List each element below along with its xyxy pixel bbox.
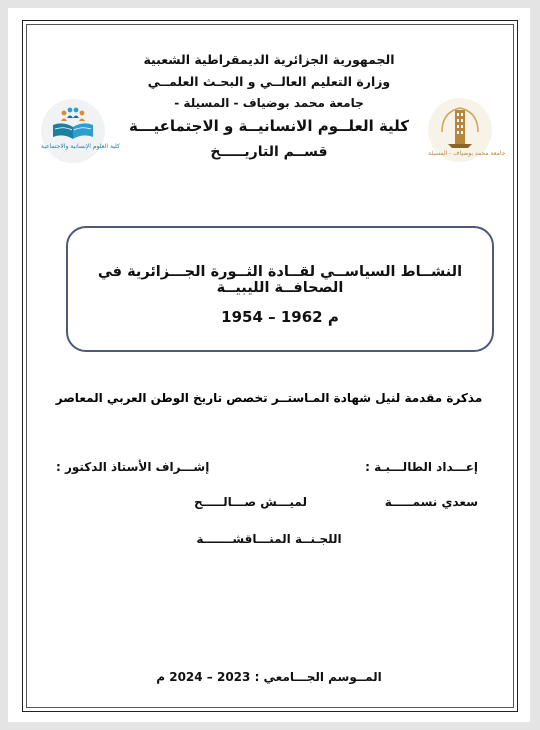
ministry-line: وزارة التعليم العالــي و البحـث العلمــي: [147, 74, 391, 89]
committee-label: اللجـنــة المنـــاقشـــــــة: [196, 532, 342, 546]
thesis-title: النشــاط السياســي لقــادة الثــورة الجـــزائرية في الصحافــة الليبيــة: [97, 264, 463, 296]
open-book-icon: [41, 99, 120, 163]
academic-year: المــوسم الجـــامعي : 2023 – 2024 م: [156, 670, 382, 684]
university-line: جامعة محمد بوضياف - المسيلة -: [174, 96, 364, 110]
republic-line: الجمهورية الجزائرية الديمقراطية الشعبية: [143, 52, 395, 67]
thesis-years: 1954 – 1962 م: [221, 308, 339, 326]
faculty-line: كلية العلــوم الانسانيــة و الاجتماعيـــة: [128, 117, 410, 135]
faculty-logo: [41, 99, 120, 163]
student-name: سعدي نسمـــــة: [384, 495, 478, 509]
thesis-note: مذكرة مقدمة لنيل شهادة المـاستــر تخصص تاريخ الوطن العربي المعاصر: [55, 391, 483, 405]
university-logo-caption: جامعة محمد بوضياف - المسيلة: [428, 150, 506, 157]
department-line: قســم التاريـــــخ: [210, 144, 328, 160]
title-box: [66, 226, 494, 352]
prepared-by-label: إعـــداد الطالـــبـة :: [365, 460, 478, 474]
supervised-by-label: إشـــراف الأستاذ الدكتور :: [56, 460, 210, 474]
university-logo: [428, 98, 506, 162]
supervisor-name: لميـــش صـــالـــــح: [194, 495, 307, 509]
faculty-logo-caption: كلية العلوم الإنسانية والاجتماعية: [41, 143, 120, 150]
document-page: [8, 8, 530, 722]
